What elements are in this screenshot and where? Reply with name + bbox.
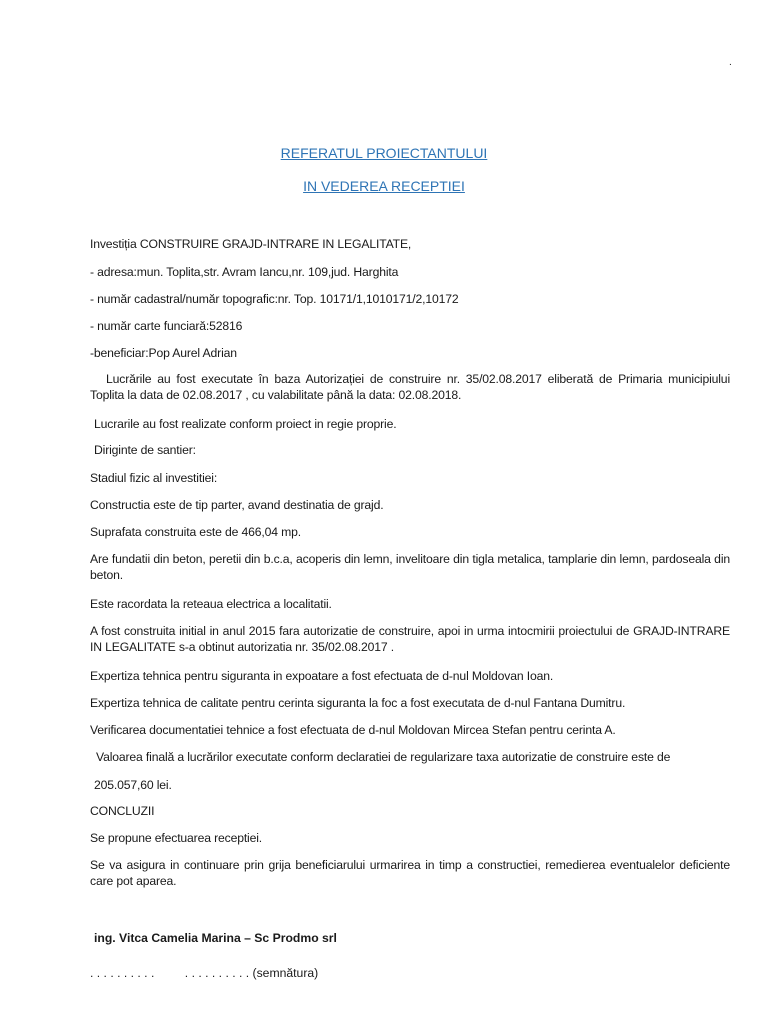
beneficiary-line: -beneficiar:Pop Aurel Adrian [90,346,237,360]
corner-mark: . [729,57,732,68]
final-value-amount: 205.057,60 lei. [94,778,172,792]
signer-name: ing. Vitca Camelia Marina – Sc Prodmo srl [94,931,337,945]
electrical-connection-line: Este racordata la reteaua electrica a localitatii. [90,597,332,611]
construction-history-paragraph: A fost construita initial in anul 2015 fara autorizatie de construire, apoi in urma intocmirii proiectului de GRAJD-INTRARE IN LEGALITATE s-a obtinut autorizatia nr. 35/02.08.2017 . [90,624,730,654]
safety-expertise-line: Expertiza tehnica pentru siguranta in expoatare a fost efectuata de d-nul Moldovan Ioan. [90,669,554,683]
address-line: - adresa:mun. Toplita,str. Avram Iancu,nr. 109,jud. Harghita [90,265,399,279]
investment-name: Investiția CONSTRUIRE GRAJD-INTRARE IN LEGALITATE, [90,237,412,251]
execution-paragraph: Lucrarile au fost realizate conform proiect in regie proprie. [94,417,397,431]
site-supervisor-line: Diriginte de santier: [94,443,196,457]
document-subtitle: IN VEDEREA RECEPTIEI [303,178,465,194]
signature-line: . . . . . . . . . . . . . . . . . . . . (semnătura) [90,966,319,980]
documentation-check-line: Verificarea documentatiei tehnice a fost efectuata de d-nul Moldovan Mircea Stefan pentru cerinta A. [90,723,616,737]
built-area-line: Suprafata construita este de 466,04 mp. [90,525,301,539]
physical-status-heading: Stadiul fizic al investitiei: [90,471,218,485]
fire-expertise-line: Expertiza tehnica de calitate pentru cerinta siguranta la foc a fost executata de d-nul Fantana Dumitru. [90,696,626,710]
reception-proposal-line: Se propune efectuarea receptiei. [90,831,263,845]
document-title: REFERATUL PROIECTANTULUI [280,145,488,161]
authorization-paragraph: Lucrările au fost executate în baza Autorizației de construire nr. 35/02.08.2017 eliberată de Primaria municipiului Toplita la data de 02.08.2017 , cu valabilitate până la data: 02.08.2018. [90,372,730,402]
conclusions-heading: CONCLUZII [90,804,155,818]
cadastral-number-line: - număr cadastral/număr topografic:nr. Top. 10171/1,1010171/2,10172 [90,292,459,306]
materials-paragraph: Are fundatii din beton, peretii din b.c.a, acoperis din lemn, invelitoare din tigla metalica, tamplarie din lemn, pardoseala din beton. [90,552,730,582]
monitoring-paragraph: Se va asigura in continuare prin grija beneficiarului urmarirea in timp a constructiei, remedierea eventualelor deficiente care pot aparea. [90,858,730,888]
land-register-line: - număr carte funciară:52816 [90,319,243,333]
final-value-line: Valoarea finală a lucrărilor executate conform declaratiei de regularizare taxa autorizatie de construire este de [96,750,671,764]
building-type-line: Constructia este de tip parter, avand destinatia de grajd. [90,498,384,512]
